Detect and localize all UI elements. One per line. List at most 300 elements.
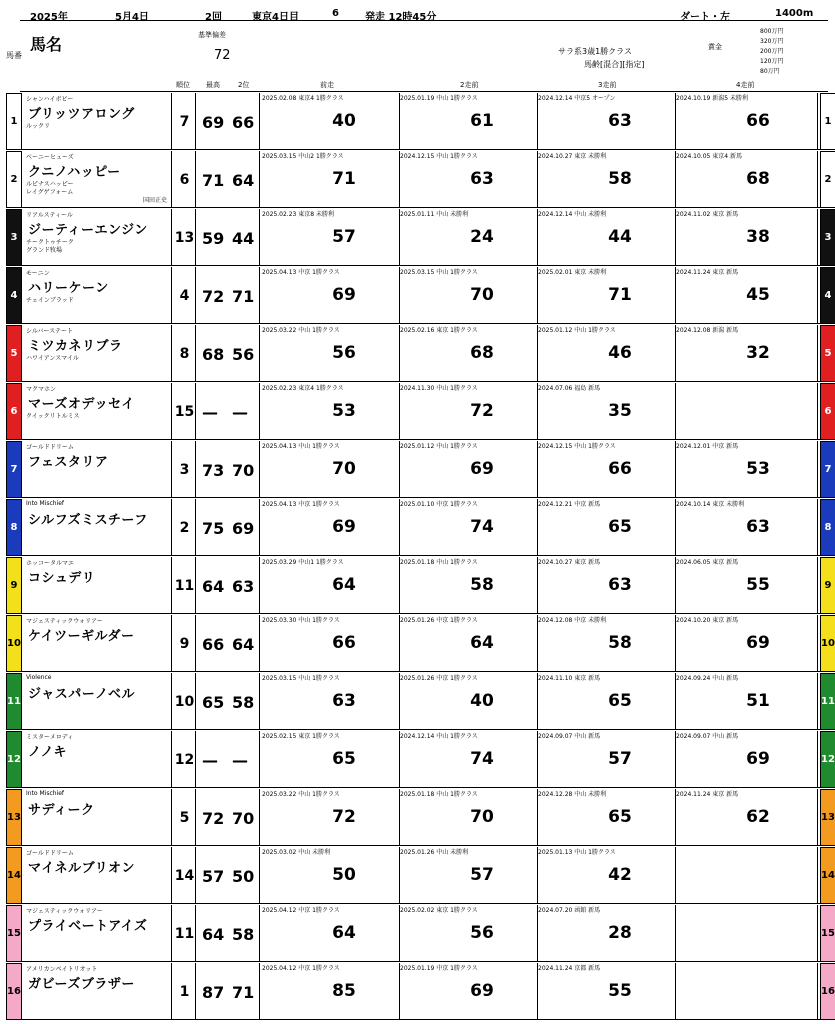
past-race-3 [538,905,676,962]
race-score: 51 [746,691,770,711]
entry-row[interactable] [7,847,835,904]
best-score: 72 [202,809,225,828]
rank: 4 [174,267,196,324]
base-value: 72 [214,48,231,63]
past-race-1 [262,673,400,730]
race-score: 71 [332,169,356,189]
past-race-3 [538,963,676,1020]
horse-name[interactable]: マイネルブリオン [28,861,135,876]
best-score: 66 [202,635,225,654]
umaban-left: 14 [6,847,22,904]
sire-name: Into Mischief [26,500,65,507]
race-score: 32 [746,343,770,363]
prize-1: 800万円 [760,28,784,35]
index-scores [196,441,260,498]
sire-name: アメリカンペイトリオット [26,966,98,973]
race-score: 63 [332,691,356,711]
index-scores [196,93,260,150]
race-header: 2025.04.12 中京 1勝クラス [262,965,340,972]
entry-row[interactable] [7,673,835,730]
race-score: 70 [332,459,356,479]
race-score: 69 [470,981,494,1001]
race-header: 2024.11.10 東京 新馬 [538,675,601,682]
horse-name[interactable]: シルフズミスチーフ [28,513,148,528]
race-header: 2025.04.12 中京 1勝クラス [262,907,340,914]
umaban-left: 2 [6,151,22,208]
sire-name: ベーニーヒューズ [26,154,74,161]
dam-sire: レイグゲフォーム [26,189,74,196]
race-header: 2025.04.13 中京 1勝クラス [262,501,340,508]
sire-name: マジェスティックウォリアー [26,908,103,915]
horse-name[interactable]: サディーク [28,803,95,818]
race-header: 2025.01.19 中山 1勝クラス [400,95,478,102]
index-scores [196,905,260,962]
race-score: 40 [332,111,356,131]
best-score: 65 [202,693,225,712]
race-score: 58 [608,169,632,189]
past-race-3 [538,499,676,556]
entry-row[interactable] [10,93,832,150]
race-header: 2024.12.28 中山 未勝利 [538,791,607,798]
race-header: 2024.12.14 中山 未勝利 [538,211,607,218]
race-score: 64 [470,633,494,653]
horse-name[interactable]: ブリッツアロング [28,107,135,122]
index-scores [196,789,260,846]
rank: 6 [174,151,196,208]
race-header: 2024.12.08 中京 未勝利 [538,617,607,624]
horse-info [22,557,172,614]
race-header: 2025.02.01 東京 未勝利 [538,269,607,276]
past-race-3 [538,789,676,846]
horse-info [22,499,172,556]
past-race-1 [262,441,400,498]
base-label: 基準偏差 [198,31,226,39]
horse-info [22,673,172,730]
past-race-1 [262,731,400,788]
race-header: 2025.01.10 中京 1勝クラス [400,501,478,508]
best-score: 64 [202,577,225,596]
past-race-3 [538,267,676,324]
rank: 5 [174,789,196,846]
race-score: 35 [608,401,632,421]
race-header: 2024.11.24 東京 新馬 [676,791,739,798]
race-score: 45 [746,285,770,305]
race-header: 2024.09.24 中山 新馬 [676,675,739,682]
horse-name[interactable]: フェスタリア [28,455,109,470]
race-conditions: 馬齢[混合][指定] [584,60,645,69]
best-score: — [202,751,218,770]
race-score: 58 [470,575,494,595]
dam-name: ルックリ [26,123,51,130]
rank: 9 [174,615,196,672]
race-score: 55 [746,575,770,595]
race-header: 2025.04.13 中京 1勝クラス [262,269,340,276]
best-score: — [202,403,218,422]
sire-name: モーニン [26,270,50,277]
col-prev2: 2走前 [460,81,479,89]
second-score: — [232,403,248,422]
horse-name[interactable]: ハリーケーン [28,281,109,296]
race-header: 2024.10.27 東京 未勝利 [538,153,607,160]
race-header [676,905,814,913]
race-header: 2025.02.16 東京 1勝クラス [400,327,478,334]
second-score: 66 [232,113,255,132]
umaban-right: 14 [820,847,835,904]
entry-row[interactable] [7,731,835,788]
race-score: 42 [608,865,632,885]
index-scores [196,383,260,440]
rank: 2 [174,499,196,556]
past-race-4 [676,557,818,614]
race-score: 70 [470,285,494,305]
race-score: 65 [608,517,632,537]
best-score: 69 [202,113,225,132]
owner: 国田正史 [142,197,167,204]
past-race-2 [400,557,538,614]
best-score: 72 [202,287,225,306]
rank: 15 [174,383,196,440]
best-score: 71 [202,171,225,190]
race-score: 65 [608,691,632,711]
sire-name: リアルスティール [26,212,73,219]
sire-name: シルバーステート [26,328,74,335]
race-score: 66 [332,633,356,653]
race-score: 72 [470,401,494,421]
rank: 11 [174,557,196,614]
entry-row[interactable] [10,151,832,208]
past-race-2 [400,383,538,440]
race-score: 66 [746,111,770,131]
race-score: 69 [332,285,356,305]
horse-name[interactable]: コシュデリ [28,571,96,586]
race-score: 63 [470,169,494,189]
past-race-2 [400,209,538,266]
past-race-2 [400,325,538,382]
race-header: 2024.12.15 中山 1勝クラス [400,153,478,160]
rank: 1 [174,963,196,1020]
past-race-2 [400,267,538,324]
horse-info [22,847,172,904]
second-score: 70 [232,461,255,480]
past-race-2 [400,615,538,672]
race-header: 2025.01.13 中山 1勝クラス [538,849,616,856]
horse-name[interactable]: マーズオデッセイ [28,397,135,412]
race-header: 2024.06.05 東京 新馬 [676,559,739,566]
race-header: 2024.12.14 中京5 オープン [538,95,616,102]
race-class: サラ系3歳1勝クラス [558,47,632,56]
horse-info [22,789,172,846]
race-score: 74 [470,749,494,769]
entry-row[interactable] [10,325,832,382]
second-score: 70 [232,809,255,828]
entry-row[interactable] [10,441,832,498]
race-score: 57 [470,865,494,885]
race-header: 2025.03.22 中山 1勝クラス [262,327,340,334]
race-score: 57 [332,227,356,247]
entry-row[interactable] [10,383,832,440]
umaban-left: 13 [6,789,22,846]
past-race-3 [538,441,676,498]
index-scores [196,673,260,730]
past-race-4 [676,267,818,324]
race-header: 2025.02.23 東京8 未勝利 [262,211,334,218]
past-race-1 [262,615,400,672]
past-race-4 [676,789,818,846]
race-header: 2024.09.07 中山 新馬 [676,733,739,740]
race-score: 57 [608,749,632,769]
umaban-left: 3 [6,209,22,266]
umaban-left: 7 [6,441,22,498]
prize-3: 200万円 [760,48,784,55]
race-header: 2024.12.21 中京 新馬 [538,501,601,508]
race-header: 2025.02.23 東京4 1勝クラス [262,385,344,392]
past-race-1 [262,905,400,962]
race-score: 65 [332,749,356,769]
index-scores [196,209,260,266]
race-score: 50 [332,865,356,885]
umaban-right: 1 [820,93,835,150]
past-race-2 [400,789,538,846]
second-score: 64 [232,635,255,654]
race-score: 63 [746,517,770,537]
umaban-left: 10 [6,615,22,672]
sire-name: ゴールドドリーム [26,444,74,451]
race-header: 2025.03.22 中山 1勝クラス [262,791,340,798]
entry-row[interactable] [7,615,835,672]
best-score: 57 [202,867,225,886]
past-race-1 [262,383,400,440]
race-header: 2024.11.24 東京 新馬 [676,269,739,276]
race-score: 64 [332,575,356,595]
sire-name: シャンハイボビー [26,96,74,103]
horse-name[interactable]: プライベートアイズ [28,919,148,934]
horse-name[interactable]: ジーティーエンジン [28,223,148,238]
past-race-4 [676,499,818,556]
race-header: 2025.01.12 中山 1勝クラス [538,327,616,334]
col-prev4: 4走前 [736,81,755,89]
prize-label: 賞金 [708,43,722,51]
race-score: 46 [608,343,632,363]
horse-name[interactable]: クニノハッピー [28,165,121,180]
best-score: 64 [202,925,225,944]
second-score: 71 [232,983,255,1002]
best-score: 68 [202,345,225,364]
horse-info [22,441,172,498]
horse-info [22,383,172,440]
umaban-right: 8 [820,499,835,556]
past-race-2 [400,905,538,962]
umaban-right: 7 [820,441,835,498]
horse-name[interactable]: ノノキ [28,745,67,760]
past-race-2 [400,499,538,556]
horse-name[interactable]: ガビーズブラザー [28,977,135,992]
race-score: 65 [608,807,632,827]
rank: 14 [174,847,196,904]
race-header: 2024.11.02 東京 新馬 [676,211,739,218]
past-race-3 [538,615,676,672]
past-race-3 [538,383,676,440]
index-scores [196,615,260,672]
umaban-left: 16 [6,963,22,1020]
umaban-right: 3 [820,209,835,266]
race-header: 2025.03.02 中山 未勝利 [262,849,331,856]
past-race-1 [262,209,400,266]
race-header: 2025.03.30 中山 1勝クラス [262,617,340,624]
horse-name[interactable]: ジャスパーノベル [28,687,135,702]
race-card-sheet [6,8,835,1020]
entry-row[interactable] [10,209,832,266]
index-scores [196,963,260,1020]
second-score: 50 [232,867,255,886]
race-header [676,383,814,391]
race-header: 2024.12.15 中山 1勝クラス [538,443,616,450]
prize-4: 120万円 [760,58,784,65]
umaban-left: 12 [6,731,22,788]
past-race-4 [676,673,818,730]
race-header: 2024.11.30 中山 1勝クラス [400,385,478,392]
race-header: 2025.02.15 東京 1勝クラス [262,733,340,740]
entry-row[interactable] [10,557,832,614]
second-score: 56 [232,345,255,364]
race-score: 56 [470,923,494,943]
past-race-4 [676,383,818,440]
best-score: 59 [202,229,225,248]
col-prev3: 3走前 [598,81,617,89]
index-scores [196,731,260,788]
entry-row[interactable] [7,963,835,1020]
race-header: 2025.01.26 中京 1勝クラス [400,675,478,682]
race-score: 62 [746,807,770,827]
race-score: 63 [608,575,632,595]
entry-row[interactable] [10,499,832,556]
dam-name: クイックリトルミス [26,413,80,420]
race-score: 53 [332,401,356,421]
umaban-right: 4 [820,267,835,324]
umaban-left: 4 [6,267,22,324]
horse-info [22,905,172,962]
race-header: 2025.03.15 中山 1勝クラス [262,675,340,682]
rank: 7 [174,93,196,150]
race-header: 2024.10.20 東京 新馬 [676,617,739,624]
race-score: 68 [470,343,494,363]
past-race-3 [538,325,676,382]
umaban-right: 11 [820,673,835,730]
past-race-3 [538,151,676,208]
past-race-2 [400,673,538,730]
past-race-4 [676,441,818,498]
horse-name[interactable]: ケイツーギルダー [28,629,135,644]
entry-row[interactable] [10,267,832,324]
second-score: — [232,751,248,770]
best-score: 87 [202,983,225,1002]
second-score: 64 [232,171,255,190]
round: 2回 [205,12,222,23]
sire-name: Into Mischief [26,790,65,797]
horse-name[interactable]: ミツカネリブラ [28,339,123,354]
entry-row[interactable] [7,905,835,962]
past-race-4 [676,731,818,788]
post-time: 発走 12時45分 [365,12,437,23]
horse-info [22,963,172,1020]
dam-name: ハワイアンスマイル [26,355,79,362]
horse-info [22,267,172,324]
race-score: 74 [470,517,494,537]
dam-sire: グランド牧場 [26,247,63,254]
index-scores [196,151,260,208]
sire-name: ミスターメロディ [26,734,74,741]
rank: 13 [174,209,196,266]
race-number: 6 [332,8,339,19]
rank: 11 [174,905,196,962]
umaban-left: 8 [6,499,22,556]
race-score: 72 [332,807,356,827]
second-score: 63 [232,577,255,596]
past-race-4 [676,209,818,266]
past-race-4 [676,615,818,672]
past-race-1 [262,789,400,846]
past-race-3 [538,847,676,904]
race-score: 71 [608,285,632,305]
race-score: 38 [746,227,770,247]
umaban-left: 11 [6,673,22,730]
umaban-right: 15 [820,905,835,962]
race-header: 2025.02.08 東京4 1勝クラス [262,95,344,102]
prize-2: 320万円 [760,38,784,45]
race-score: 63 [608,111,632,131]
past-race-3 [538,731,676,788]
distance: 1400m [775,8,814,19]
past-race-1 [262,963,400,1020]
race-header-bar [20,8,828,21]
dam-name: チークトゥチーク [26,239,74,246]
year: 2025年 [30,12,68,23]
race-header: 2024.10.14 東京 未勝利 [676,501,745,508]
second-score: 71 [232,287,255,306]
past-race-1 [262,93,400,150]
past-race-3 [538,93,676,150]
race-score: 69 [332,517,356,537]
race-header: 2025.03.15 中山2 1勝クラス [262,153,344,160]
umaban-left: 6 [6,383,22,440]
race-header: 2025.01.11 中山 未勝利 [400,211,469,218]
race-score: 66 [608,459,632,479]
sire-name: ゴールドドリーム [26,850,74,857]
entry-row[interactable] [7,789,835,846]
horse-info [22,615,172,672]
race-score: 61 [470,111,494,131]
race-score: 69 [470,459,494,479]
race-score: 69 [746,633,770,653]
past-race-4 [676,963,818,1020]
past-race-3 [538,557,676,614]
past-race-2 [400,731,538,788]
race-header: 2024.12.14 中山 1勝クラス [400,733,478,740]
sire-name: ホッコータルマエ [26,560,75,567]
horse-info [22,151,172,208]
second-score: 69 [232,519,255,538]
rank: 12 [174,731,196,788]
past-race-2 [400,151,538,208]
race-header: 2025.02.02 東京 1勝クラス [400,907,478,914]
second-score: 58 [232,925,255,944]
date: 5月4日 [115,12,149,23]
race-score: 68 [746,169,770,189]
race-header: 2024.12.01 中京 新馬 [676,443,739,450]
sire-name: Violence [26,674,52,681]
race-score: 28 [608,923,632,943]
umaban-right: 2 [820,151,835,208]
second-score: 44 [232,229,255,248]
